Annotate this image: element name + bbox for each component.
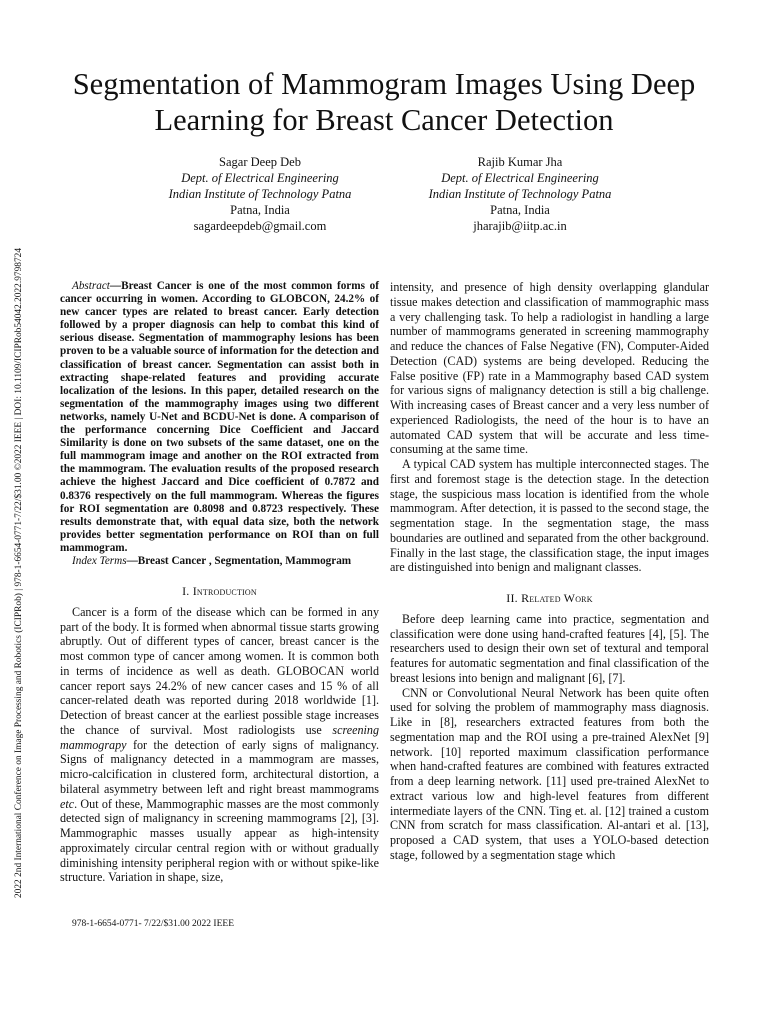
text-run: Cancer is a form of the disease which can be formed in any part of the body. It is formed when abnormal tissue starts growing abruptly. Out of different types of cancer, breast cancer is the most common type of cancer among women. It is common both in terms of incidence as well as death. GLOBOCAN world cancer report says 24.2% of new cancer cases and 15 % of all cancer-related death was reported during 2018 worldwide [1]. Detection of breast cancer at the earliest possible stage increases the chance of survival. Most radiologists use — [60, 604, 379, 737]
author-block-1 — [110, 154, 410, 234]
author-dept: Dept. of Electrical Engineering — [441, 171, 599, 185]
text-run: for the detection of early signs of malignancy. Signs of malignancy detected in a mammogram are masses, micro-calcification in clustered form, architectural distortion, a bilateral asymmetry between left and right breast mammograms — [60, 737, 379, 796]
author-institute: Indian Institute of Technology Patna — [428, 187, 612, 201]
intro-paragraph-cad: A typical CAD system has multiple interconnected stages. The first and foremost stage is the detection stage. In the detection stage, the suspicious mass location is identified from the whole mammogram. After detection, it is passed to the second stage, the segmentation stage. In the segmentation stage, the mass boundaries are outlined and separated from the other background. Finally in the last stage, the classification stage, the input images are distinguished into benign and malignant classes. — [390, 457, 709, 575]
related-paragraph-1: Before deep learning came into practice, segmentation and classification were done using hand-crafted features [4], [5]. The researchers used to design their own set of textural and temporal features for automatic segmentation and final classification of the breast lesions into benign and malignant [6], [7]. — [390, 611, 709, 685]
sidebar-citation: 2022 2nd International Conference on Image Processing and Robotics (ICIPRob) | 978-1-6654-0771-7/22/$31.00 ©2022 IEEE | DOI: 10.1109/ICIPRob54042.2022.9798724 — [14, 247, 24, 898]
text-run-italic: etc — [60, 796, 75, 811]
intro-paragraph — [60, 605, 379, 885]
author-name: Rajib Kumar Jha — [477, 155, 563, 169]
author-block-2 — [370, 154, 670, 234]
section-heading-related-work: II. Related Work — [506, 591, 593, 605]
author-location: Patna, India — [490, 203, 550, 217]
paper-title: Segmentation of Mammogram Images Using Deep Learning for Breast Cancer Detection — [72, 67, 696, 137]
author-email: jharajib@iitp.ac.in — [473, 219, 567, 233]
right-column — [390, 280, 709, 863]
text-run-italic: screening mammograpy — [60, 722, 379, 752]
section-heading-introduction: I. Introduction — [182, 584, 257, 599]
text-run: . Out of these, Mammographic masses are the most commonly detected sign of malignancy in screening mammograms [2], [3]. Mammographic masses usually appear as high-intensity approximately circular central region with or without gradually diminishing intensity peripheral region with or without spike-like structure. Variation in shape, size, — [60, 796, 379, 885]
author-email: sagardeepdeb@gmail.com — [193, 219, 327, 233]
author-institute: Indian Institute of Technology Patna — [168, 187, 352, 201]
author-name: Sagar Deep Deb — [219, 155, 301, 169]
left-column — [60, 280, 379, 885]
author-dept: Dept. of Electrical Engineering — [181, 171, 339, 185]
index-terms — [60, 555, 379, 568]
abstract-text: —Breast Cancer is one of the most common forms of cancer occurring in women. According to GLOBCON, 24.2% of new cancer types are related to breast cancer. Early detection followed by a proper diagnosis can help to combat this kind of serious disease. Segmentation of mammography lesions has been proven to be a valuable source of information for the detection and classification of breast cancer. Segmentation can assist both in extracting shape-related features and providing accurate localization of the lesions. In this paper, detailed research on the segmentation of the mammography images using two different networks, namely U-Net and BCDU-Net is done. A comparison of the performance concerning Dice Coefficient and Jaccard Similarity is done on two subsets of the same dataset, one on the full mammogram image and another on the ROI extracted from the mammogram. The evaluation results of the proposed research achieve the highest Jaccard and Dice coefficient of 0.7872 and 0.8376 respectively on the full mammogram. Whereas the figures for ROI segmentation are 0.8098 and 0.8723 respectively. These results demonstrate that, with equal data size, both the network provides better segmentation performance on ROI than on full mammogram. — [60, 280, 379, 554]
index-terms-lead: Index Terms — [72, 554, 127, 567]
intro-paragraph-continued: intensity, and presence of high density overlapping glandular tissue makes detection and classification of mammographic mass a very challenging task. To help a radiologist in handling a large number of mammograms generated in screening mammography and reduce the chances of False Negative (FN), Computer-Aided Detection (CAD) systems are being developed. Reducing the False positive (FP) rate in a Mammography based CAD system for various signs of malignancy detection is still a big challenge. With increasing cases of Breast cancer and a very less number of experienced Radiologists, the need of the hour is to have an automated CAD system that will be accurate and less time-consuming at the same time. — [390, 280, 709, 457]
related-paragraph-2: CNN or Convolutional Neural Network has been quite often used for solving the problem of mammography mass diagnosis. Like in [8], researchers extracted features from both the segmentation map and the ROI using a pre-trained AlexNet [9] network. [10] reported maximum classification performance when hand-crafted features are combined with features extracted from a deep learning network. [11] used pre-trained AlexNet to extract various low and high-level features from different intermediate layers of the CNN. Ting et. al. [12] trained a custom CNN from scratch for mass classification. Al-antari et al. [13], proposed a CAD system, that uses a YOLO-based detection stage, followed by a segmentation stage which — [390, 685, 709, 862]
abstract-lead: Abstract — [72, 280, 110, 292]
footer-copyright: 978-1-6654-0771- 7/22/$31.00 2022 IEEE — [72, 919, 235, 929]
abstract — [60, 280, 379, 555]
author-location: Patna, India — [230, 203, 290, 217]
index-terms-text: —Breast Cancer , Segmentation, Mammogram — [126, 554, 352, 567]
